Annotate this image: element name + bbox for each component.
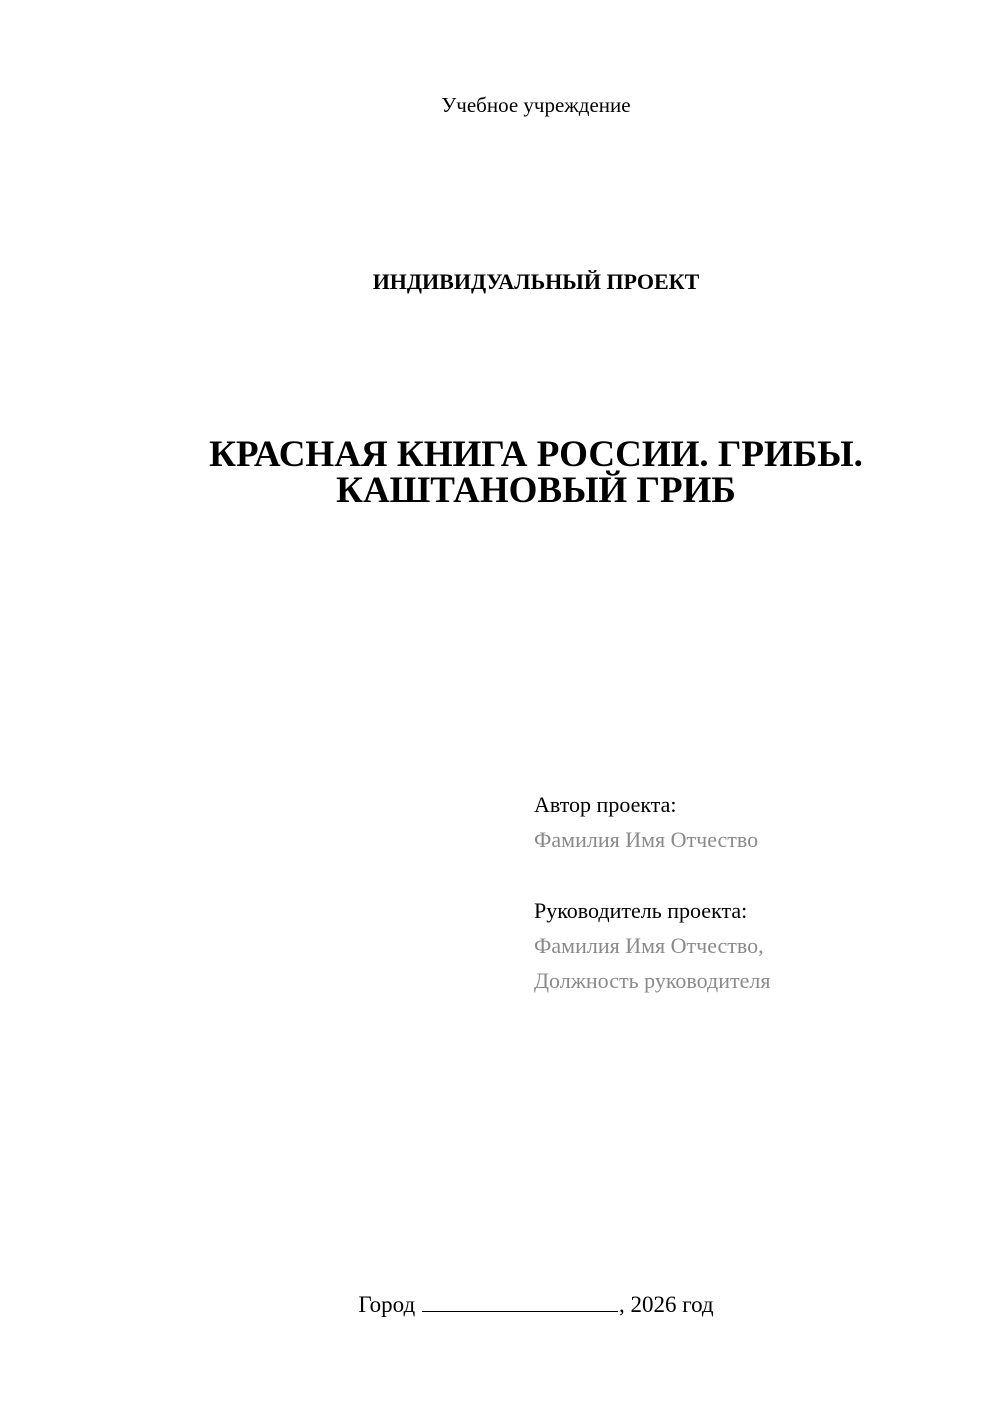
institution-name: Учебное учреждение: [441, 93, 631, 117]
author-block: [534, 787, 974, 857]
supervisor-label: Руководитель проекта:: [534, 898, 748, 923]
project-type-heading: ИНДИВИДУАЛЬНЫЙ ПРОЕКТ: [372, 269, 700, 294]
project-title-line-1: КРАСНАЯ КНИГА РОССИИ. ГРИБЫ.: [209, 434, 863, 475]
city-blank-line: [422, 1291, 618, 1312]
supervisor-name: Фамилия Имя Отчество,: [534, 933, 764, 958]
project-title-line-2: КАШТАНОВЫЙ ГРИБ: [336, 470, 736, 511]
author-name: Фамилия Имя Отчество: [534, 827, 759, 852]
year-text: , 2026 год: [618, 1292, 714, 1317]
supervisor-block: [534, 893, 974, 998]
author-label: Автор проекта:: [534, 792, 677, 817]
city-year-line: [0, 1290, 1000, 1320]
supervisor-position: Должность руководителя: [534, 968, 771, 993]
city-label: Город: [358, 1292, 416, 1317]
project-title: [0, 434, 1000, 511]
